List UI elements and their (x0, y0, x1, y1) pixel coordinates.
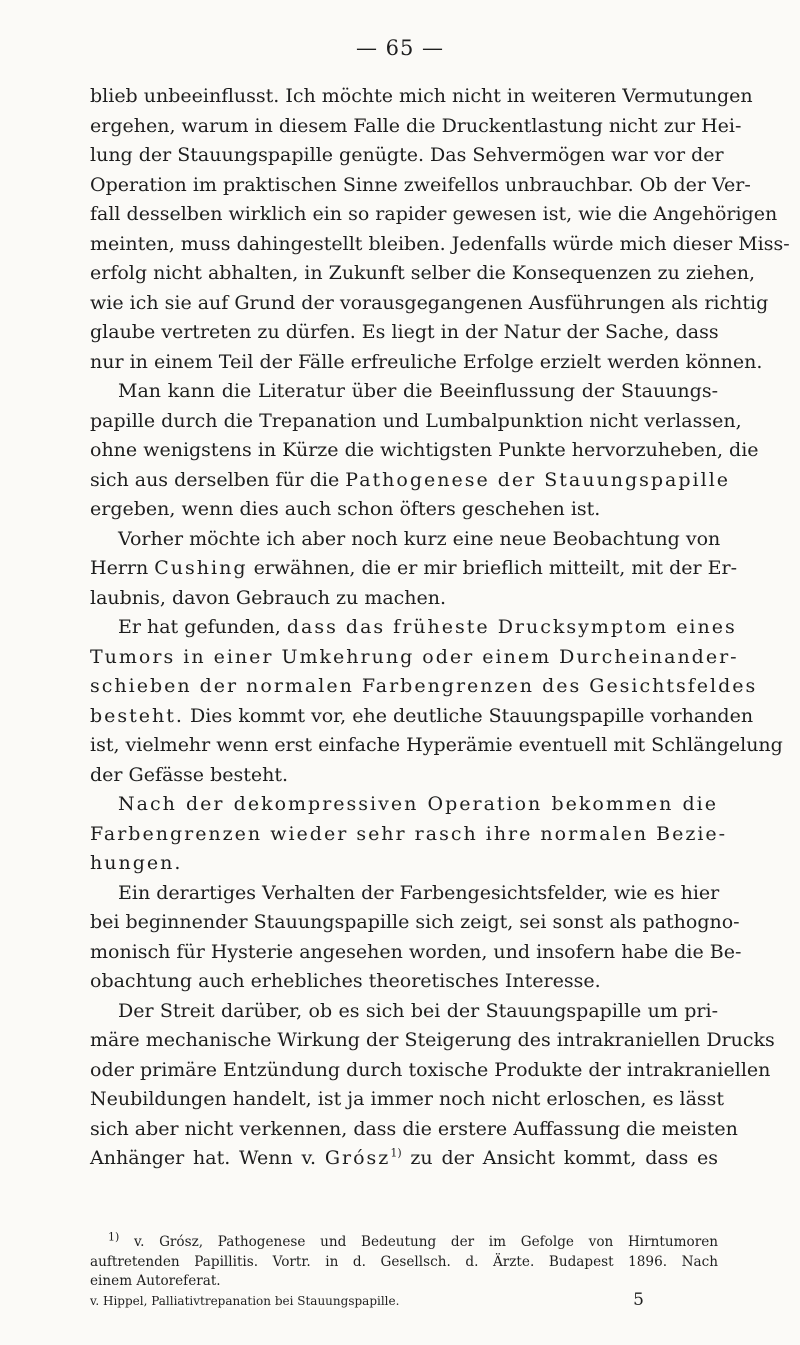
text-line: Vorher möchte ich aber noch kurz eine neue Beobachtung von (118, 527, 721, 550)
text-span: Dies kommt vor, ehe deutliche Stauungspapille vorhanden (190, 704, 754, 727)
text-line: meinten, muss dahingestellt bleiben. Jedenfalls würde mich dieser Miss- (90, 232, 790, 255)
text-line: ist, vielmehr wenn erst einfache Hyperämie eventuell mit Schlängelung (90, 734, 783, 756)
text-line: ohne wenigstens in Kürze die wichtigsten Punkte hervorzuheben, die (90, 439, 759, 461)
text-line: monisch für Hysterie angesehen worden, und insofern habe die Be- (90, 940, 742, 963)
text-line: obachtung auch erhebliches theoretisches Interesse. (90, 970, 601, 992)
signature-mark: 5 (633, 1290, 644, 1310)
main-text (90, 82, 790, 1174)
text-line: ergeben, wenn dies auch schon öfters geschehen ist. (90, 498, 601, 520)
running-footer (90, 1290, 718, 1310)
running-footer-title: v. Hippel, Palliativtrepanation bei Stauungspapille. (90, 1294, 400, 1308)
spaced-text: dass das früheste Drucksymptom eines (286, 616, 737, 638)
text-line (90, 466, 731, 496)
text-span: Anhänger hat. Wenn v. (90, 1147, 317, 1169)
text-line: Man kann die Literatur über die Beeinflussung der Stauungs- (118, 380, 718, 402)
text-line: fall desselben wirklich ein so rapider gewesen ist, wie die Angehörigen (90, 203, 778, 225)
spaced-text: besteht. (90, 704, 184, 727)
text-line: Der Streit darüber, ob es sich bei der Stauungspapille um pri- (118, 999, 718, 1022)
text-line: bei beginnender Stauungspapille sich zeigt, sei sonst als pathogno- (90, 911, 740, 933)
footnote (90, 1230, 719, 1292)
footnote-text: v. Grósz, Pathogenese und Bedeutung der im Gefolge von Hirntumoren (134, 1234, 719, 1250)
text-line: Neubildungen handelt, ist ja immer noch nicht erloschen, es lässt (90, 1088, 725, 1110)
text-line: Operation im praktischen Sinne zweifellos unbrauchbar. Ob der Ver- (90, 173, 751, 196)
text-line: lung der Stauungspapille genügte. Das Sehvermögen war vor der (90, 144, 724, 166)
text-line: Farbengrenzen wieder sehr rasch ihre normalen Bezie- (90, 822, 728, 845)
text-line: hungen. (90, 852, 183, 874)
spaced-name: Grósz (324, 1147, 391, 1169)
text-line: sich aber nicht verkennen, dass die erstere Auffassung die meisten (90, 1117, 738, 1140)
text-line: Tumors in einer Umkehrung oder einem Durcheinander- (90, 645, 739, 668)
text-line: laubnis, davon Gebrauch zu machen. (90, 586, 447, 609)
text-line: Nach der dekompressiven Operation bekommen die (118, 793, 718, 815)
text-line: erfolg nicht abhalten, in Zukunft selber die Konsequenzen zu ziehen, (90, 262, 756, 284)
text-line: märe mechanische Wirkung der Steigerung des intrakraniellen Drucks (90, 1029, 775, 1051)
footnote-marker: 1) (108, 1230, 120, 1244)
text-line (90, 613, 737, 643)
text-line: der Gefässe besteht. (90, 763, 289, 786)
text-line: blieb unbeeinflusst. Ich möchte mich nicht in weiteren Vermutungen (90, 85, 753, 107)
text-line: glaube vertreten zu dürfen. Es liegt in der Natur der Sache, dass (90, 321, 719, 343)
text-span: Er hat gefunden, (118, 616, 281, 638)
text-line (90, 1144, 718, 1174)
text-line: schieben der normalen Farbengrenzen des Gesichtsfeldes (90, 675, 758, 697)
text-line: wie ich sie auf Grund der vorausgegangenen Ausführungen als richtig (90, 291, 769, 314)
page-number: — 65 — (355, 36, 445, 60)
spaced-name: Cushing (154, 557, 248, 579)
text-line: ergehen, warum in diesem Falle die Druckentlastung nicht zur Hei- (90, 114, 742, 137)
footnote-line: einem Autoreferat. (90, 1273, 221, 1289)
text-span: sich aus derselben für die (90, 468, 340, 491)
text-line: papille durch die Trepanation und Lumbalpunktion nicht verlassen, (90, 409, 742, 432)
text-line: nur in einem Teil der Fälle erfreuliche Erfolge erzielt werden können. (90, 350, 763, 373)
text-span: zu der Ansicht kommt, dass es (410, 1147, 719, 1169)
spaced-term: Pathogenese der Stauungspapille (345, 468, 731, 491)
footnote-reference: 1) (390, 1146, 402, 1160)
text-line (90, 554, 737, 584)
footnote-line (90, 1230, 719, 1253)
text-line: oder primäre Entzündung durch toxische Produkte der intrakraniellen (90, 1058, 771, 1081)
footnote-line: auftretenden Papillitis. Vortr. in d. Gesellsch. d. Ärzte. Budapest 1896. Nach (90, 1253, 718, 1270)
text-line: Ein derartiges Verhalten der Farbengesichtsfelder, wie es hier (118, 881, 720, 904)
text-line (90, 702, 754, 732)
text-span: Herrn (90, 557, 149, 579)
text-span: erwähnen, die er mir brieflich mitteilt, mit der Er- (253, 557, 737, 579)
